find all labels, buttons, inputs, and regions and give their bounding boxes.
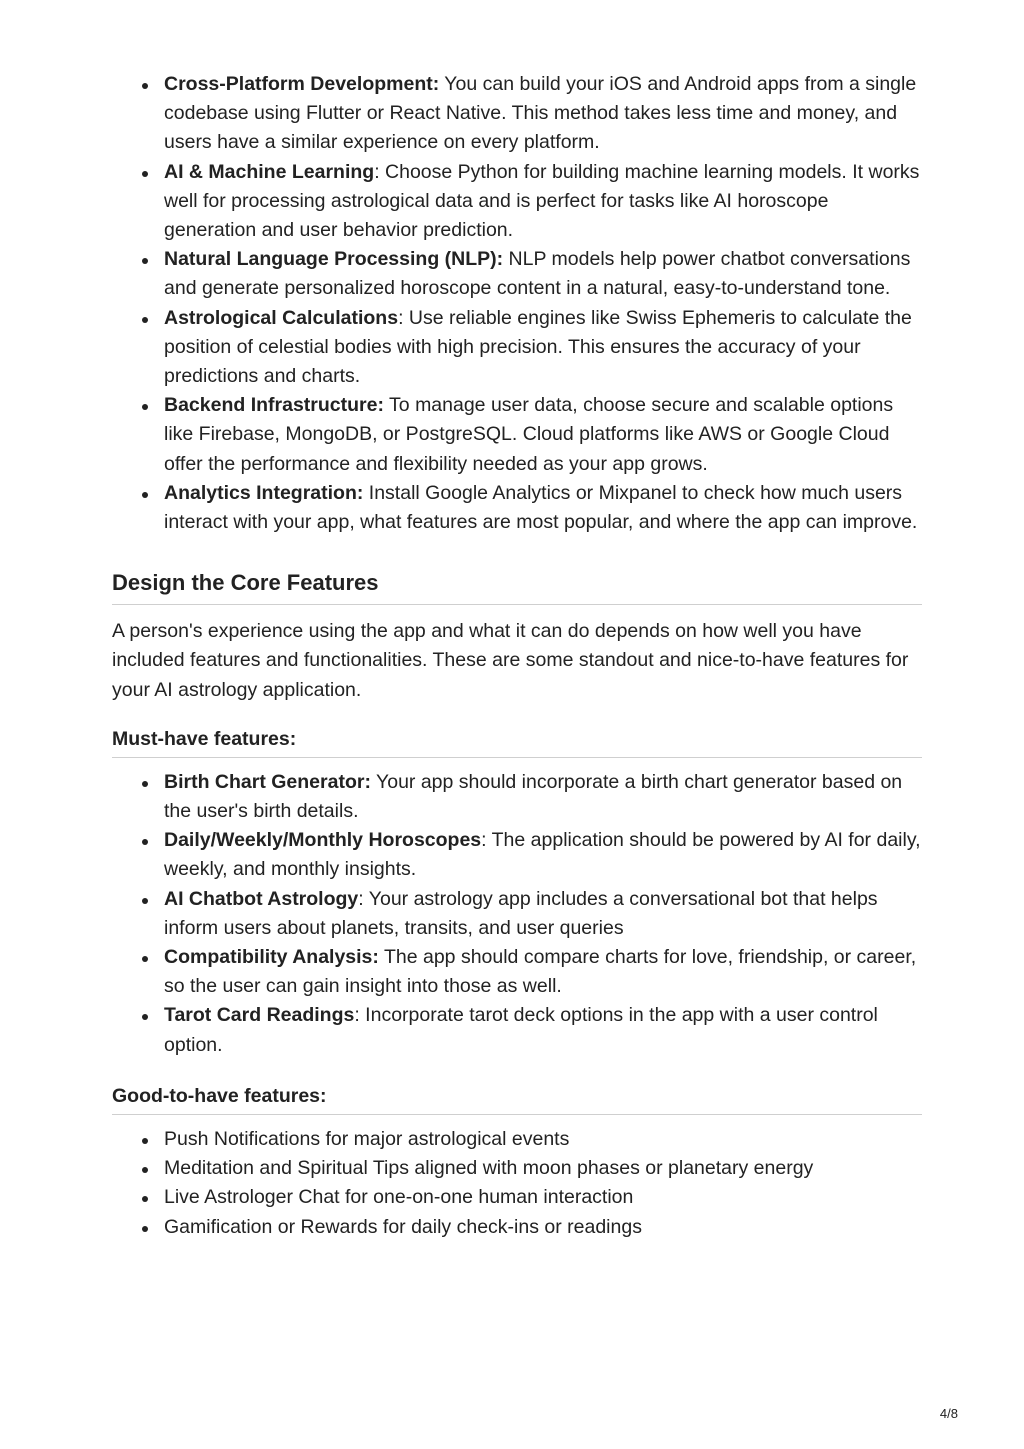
document-page: [112, 70, 922, 1242]
must-have-heading: Must-have features:: [112, 727, 922, 758]
item-title: Natural Language Processing (NLP):: [164, 248, 504, 271]
item-title: Astrological Calculations: [164, 306, 399, 329]
good-to-have-list: [112, 1125, 922, 1242]
item-text: Your app should incorporate a birth chart generator based on the user's birth details.: [164, 770, 903, 823]
must-have-list: [112, 768, 922, 1060]
item-title: AI & Machine Learning: [164, 160, 375, 183]
item-text: : The application should be powered by AI for daily, weekly, and monthly insights.: [164, 829, 921, 881]
page-number: 4/8: [939, 1406, 958, 1421]
item-title: Analytics Integration:: [164, 481, 364, 504]
list-item: [164, 943, 922, 1001]
item-text: The app should compare charts for love, friendship, or career, so the user can gain insight into those as well.: [164, 946, 917, 998]
section-heading: Design the Core Features: [112, 570, 922, 605]
list-item: Push Notifications for major astrological events: [164, 1125, 922, 1154]
section-intro: A person's experience using the app and what it can do depends on how well you have included features and functionalities. These are some standout and nice-to-have features for your AI astrology application.: [112, 620, 909, 701]
list-item: Live Astrologer Chat for one-on-one human interaction: [164, 1183, 922, 1212]
item-text: : Your astrology app includes a conversational bot that helps inform users about planets, transits, and user queries: [164, 887, 878, 939]
item-title: Tarot Card Readings: [164, 1004, 355, 1027]
item-title: Cross-Platform Development:: [164, 73, 440, 95]
item-text: : Incorporate tarot deck options in the app with a user control option.: [164, 1004, 878, 1056]
list-item: [164, 245, 922, 303]
item-text: You can build your iOS and Android apps from a single codebase using Flutter or React Native. This method takes less time and money, and users have a similar experience on every platform.: [164, 73, 917, 154]
list-item: Gamification or Rewards for daily check-ins or readings: [164, 1213, 922, 1242]
item-text: To manage user data, choose secure and scalable options like Firebase, MongoDB, or PostgreSQL. Cloud platforms like AWS or Google Cloud offer the performance and flexibility needed as your app grows.: [164, 394, 894, 475]
good-to-have-heading: Good-to-have features:: [112, 1084, 922, 1115]
list-item: [164, 479, 922, 537]
item-title: Compatibility Analysis:: [164, 946, 379, 969]
list-item: [164, 768, 922, 826]
item-text: Install Google Analytics or Mixpanel to check how much users interact with your app, what features are most popular, and where the app can improve.: [164, 481, 918, 534]
tech-stack-list: [112, 70, 922, 537]
list-item: [164, 391, 922, 479]
list-item: [164, 304, 922, 392]
item-text: NLP models help power chatbot conversations and generate personalized horoscope content in a natural, easy-to-understand tone.: [164, 248, 911, 300]
list-item: [164, 158, 922, 246]
item-text: : Choose Python for building machine learning models. It works well for processing astrological data and is perfect for tasks like AI horoscope generation and user behavior prediction.: [164, 160, 920, 242]
list-item: [164, 70, 922, 158]
list-item: Meditation and Spiritual Tips aligned with moon phases or planetary energy: [164, 1154, 922, 1183]
item-title: Daily/Weekly/Monthly Horoscopes: [164, 829, 482, 852]
list-item: [164, 1001, 922, 1059]
list-item: [164, 826, 922, 884]
list-item: [164, 885, 922, 943]
item-title: Birth Chart Generator:: [164, 770, 371, 793]
item-title: Backend Infrastructure:: [164, 394, 384, 417]
item-text: : Use reliable engines like Swiss Ephemeris to calculate the position of celestial bodies with high precision. This ensures the accuracy of your predictions and charts.: [164, 306, 912, 388]
item-title: AI Chatbot Astrology: [164, 887, 359, 910]
